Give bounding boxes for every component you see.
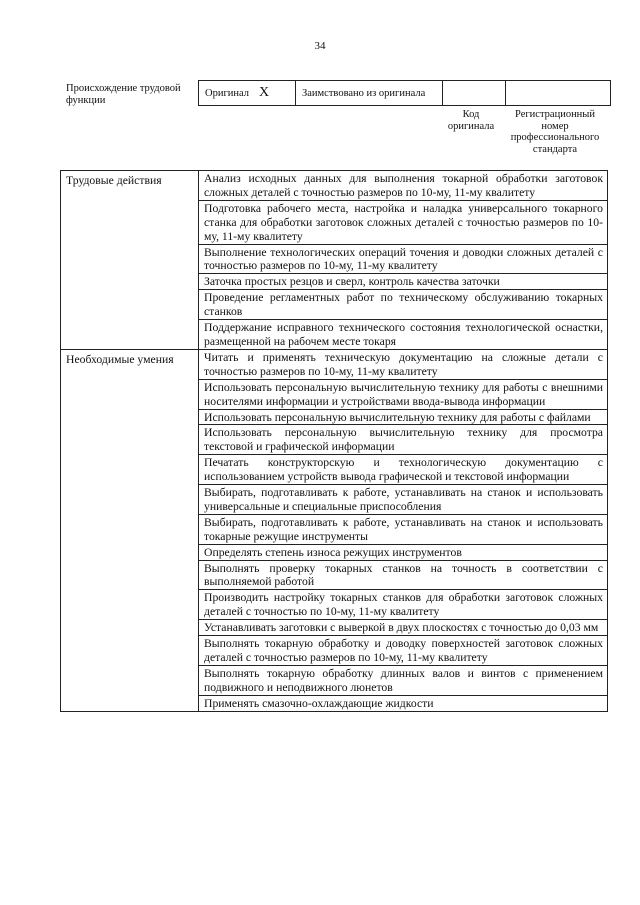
- code-caption: Код оригинала: [447, 109, 495, 132]
- origin-original-mark: X: [259, 85, 270, 100]
- origin-borrowed-cell: [296, 81, 443, 106]
- section-item: Использовать персональную вычислительную технику для просмотра текстовой и графической информации: [199, 425, 608, 455]
- section-item: Выполнять проверку токарных станков на точность в соответствии с выполняемой работой: [199, 560, 608, 590]
- labor-function-table: [60, 170, 608, 712]
- section-item: Проведение регламентных работ по техническому обслуживанию токарных станков: [199, 290, 608, 320]
- table-row: [61, 349, 608, 379]
- section-item: Подготовка рабочего места, настройка и наладка универсального токарного станка для обработки заготовок сложных деталей с точностью размеров по 10-му, 11-му квалитету: [199, 200, 608, 244]
- section-item: Использовать персональную вычислительную технику для работы с файлами: [199, 409, 608, 425]
- section-item: Выбирать, подготавливать к работе, устанавливать на станок и использовать токарные режущие инструменты: [199, 514, 608, 544]
- section-item: Заточка простых резцов и сверл, контроль качества заточки: [199, 274, 608, 290]
- section-item: Устанавливать заготовки с выверкой в двух плоскостях с точностью до 0,03 мм: [199, 620, 608, 636]
- origin-original-label: Оригинал: [205, 88, 249, 99]
- section-item: Поддержание исправного технического состояния технологической оснастки, размещенной на рабочем месте токаря: [199, 320, 608, 350]
- origin-original-cell: [199, 81, 296, 106]
- section-item: Анализ исходных данных для выполнения токарной обработки заготовок сложных деталей с точностью размеров по 10-му, 11-му квалитету: [199, 171, 608, 201]
- origin-label: Происхождение трудовой функции: [66, 83, 181, 106]
- origin-code-cell: [443, 81, 506, 106]
- section-item: Применять смазочно-охлаждающие жидкости: [199, 695, 608, 711]
- section-title: Необходимые умения: [61, 349, 199, 711]
- origin-table: [198, 80, 611, 106]
- section-item: Выполнять токарную обработку и доводку поверхностей заготовок сложных деталей с точностью размеров по 10-му, 11-му квалитету: [199, 636, 608, 666]
- section-item: Выполнение технологических операций точения и доводки сложных деталей с точностью размеров по 10-му, 11-му квалитету: [199, 244, 608, 274]
- section-item: Использовать персональную вычислительную технику для работы с внешними носителями информации и устройствами ввода-вывода информации: [199, 379, 608, 409]
- section-item: Печатать конструкторскую и технологическую документацию с использованием устройств вывода графической и текстовой информации: [199, 455, 608, 485]
- section-item: Выполнять токарную обработку длинных валов и винтов с применением подвижного и неподвижного люнетов: [199, 665, 608, 695]
- origin-reg-cell: [506, 81, 611, 106]
- origin-borrowed-label: Заимствовано из оригинала: [302, 87, 426, 99]
- section-item: Определять степень износа режущих инструментов: [199, 544, 608, 560]
- table-body: [61, 171, 608, 712]
- section-item: Читать и применять техническую документацию на сложные детали с точностью размеров по 10-му, 11-му квалитету: [199, 349, 608, 379]
- section-item: Производить настройку токарных станков для обработки заготовок сложных деталей с точностью по 10-му, 11-му квалитету: [199, 590, 608, 620]
- section-title: Трудовые действия: [61, 171, 199, 350]
- page-number: 34: [314, 40, 326, 52]
- reg-number-caption: Регистрационный номер профессионального стандарта: [510, 109, 600, 155]
- table-row: [61, 171, 608, 201]
- section-item: Выбирать, подготавливать к работе, устанавливать на станок и использовать универсальные и специальные приспособления: [199, 485, 608, 515]
